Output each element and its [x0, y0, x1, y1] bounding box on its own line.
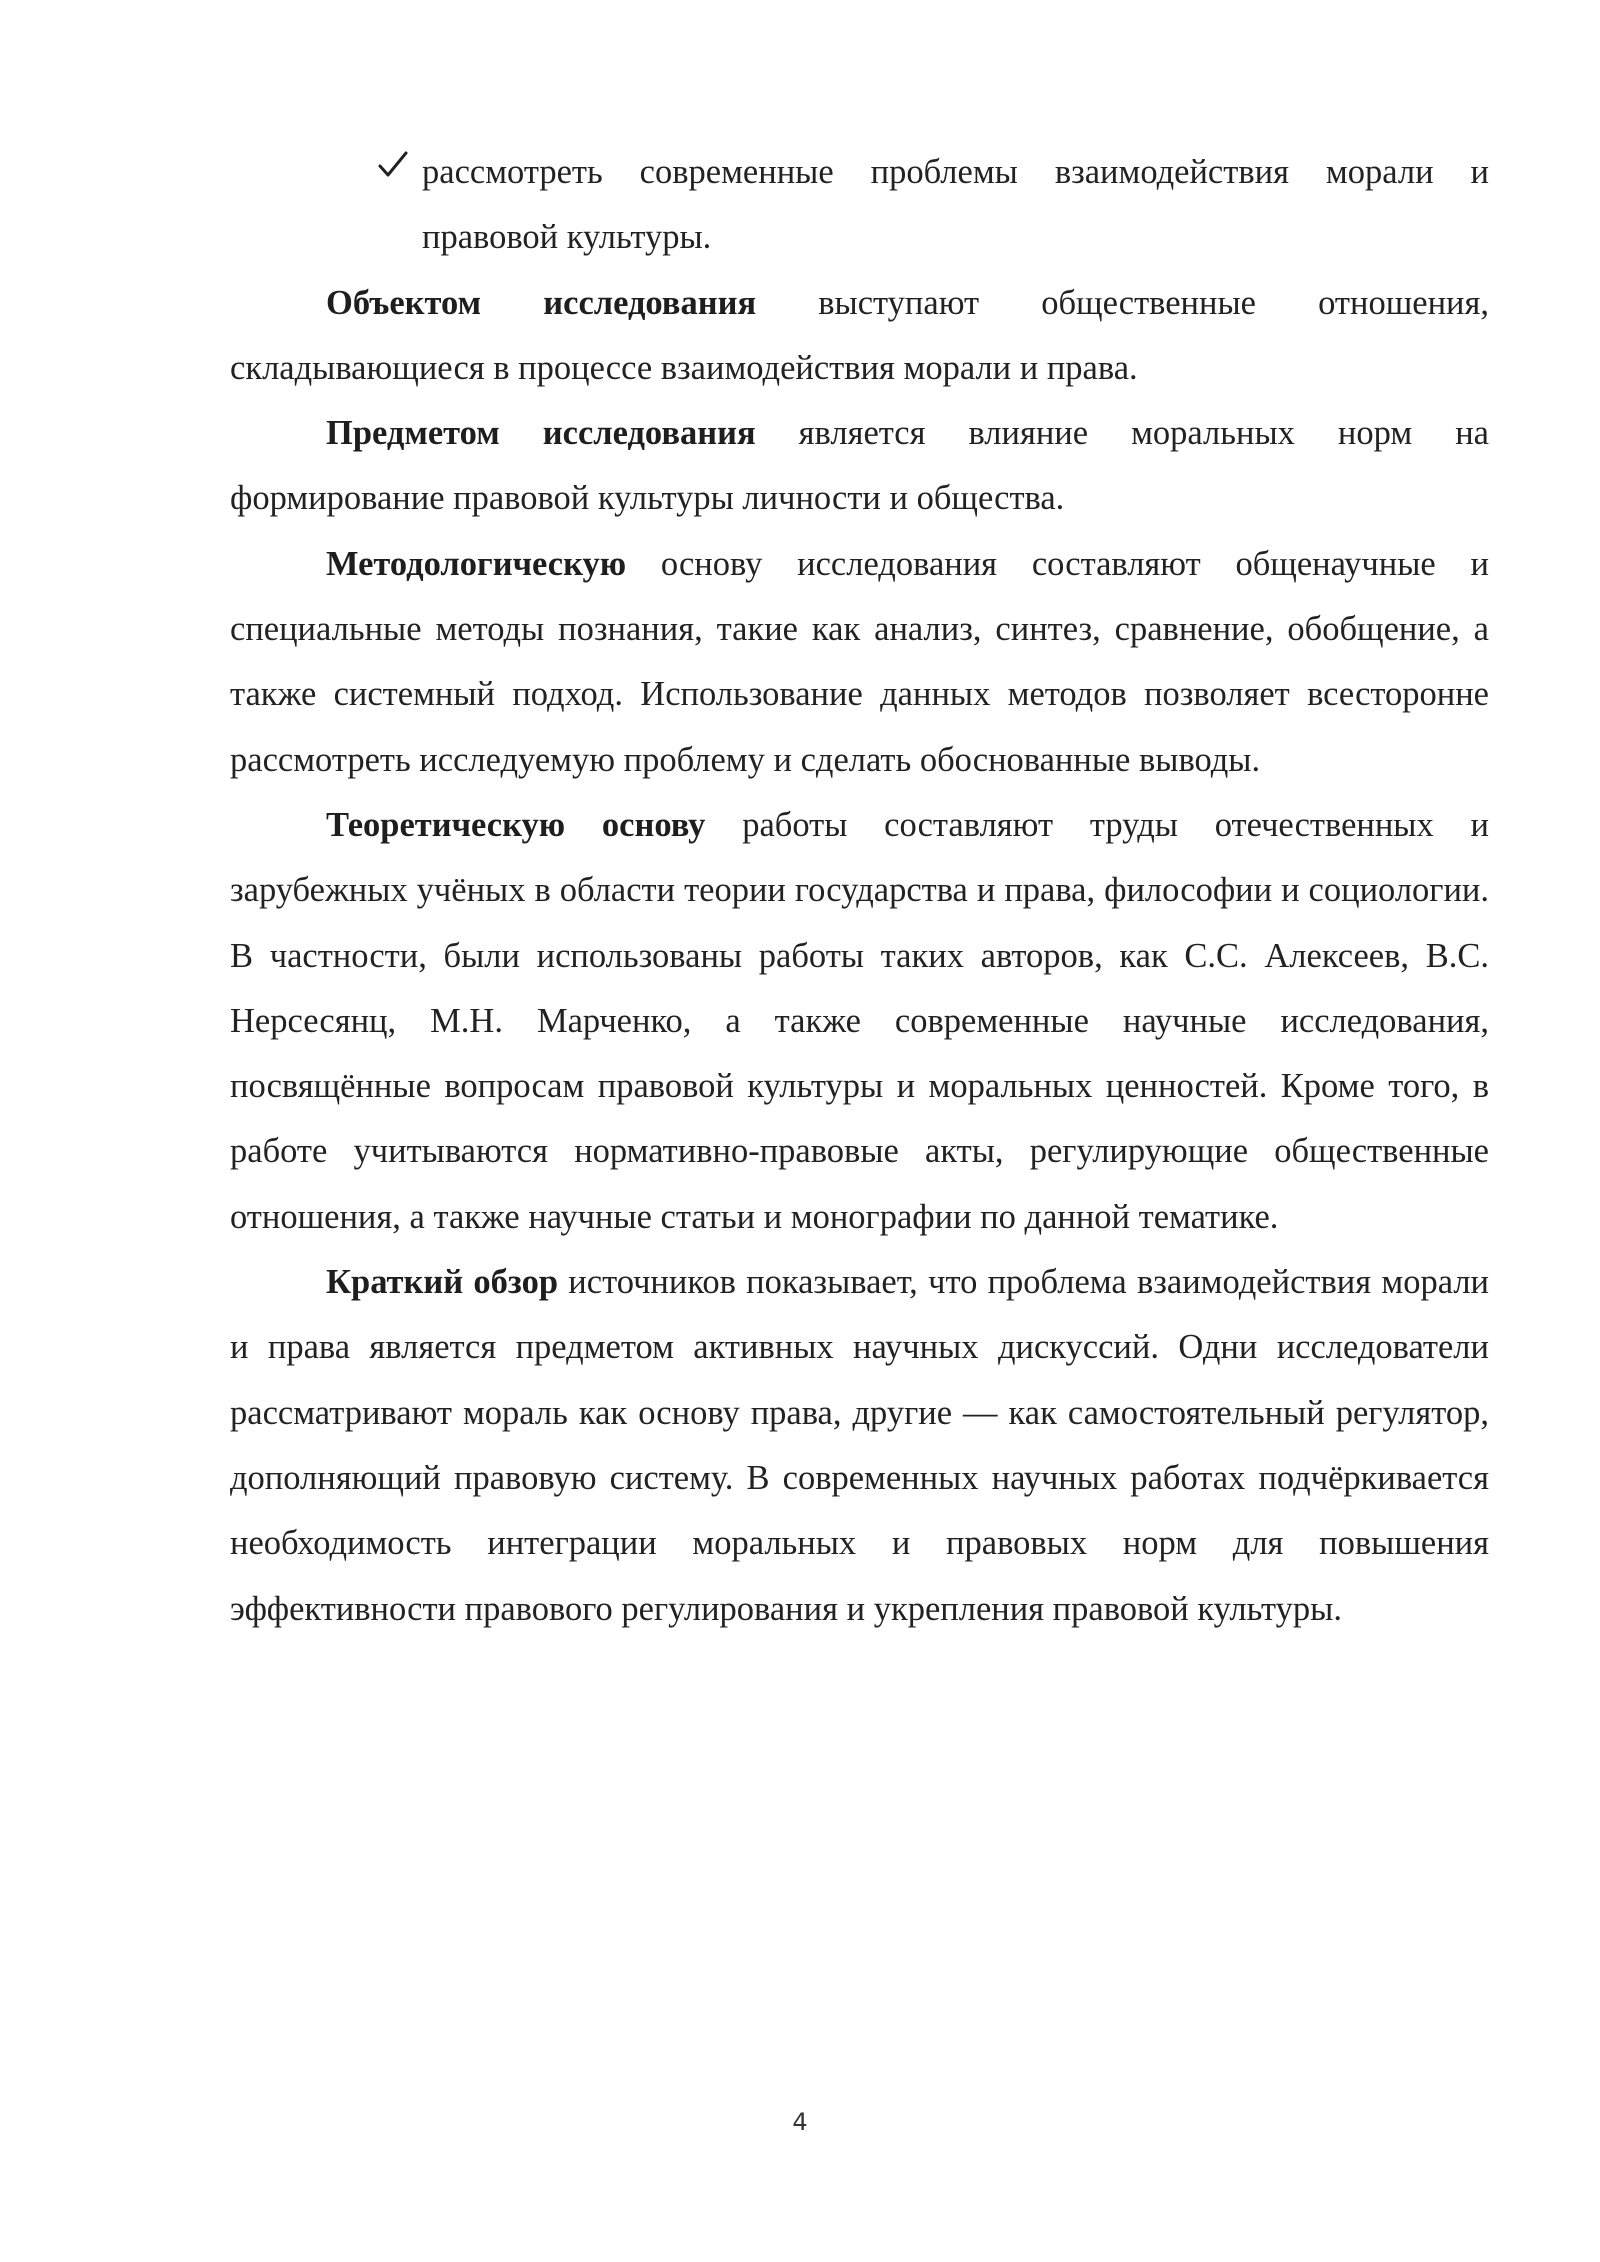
paragraph-text: источников показывает, что проблема взаимодействия морали и права является предметом активных научных дискуссий. Одни исследователи рассматривают мораль как основу права, другие — как самостоятельный регулятор, дополняющий правовую систему. В современных научных работах подчёркивается необходимость интеграции моральных и правовых норм для повышения эффективности правового регулирования и укрепления правовой культуры.: [230, 1263, 1489, 1628]
paragraph-text: является влияние моральных норм на формирование правовой культуры личности и общества.: [230, 414, 1489, 518]
paragraph-lead: Методологическую: [326, 544, 627, 583]
paragraph-text: выступают общественные отношения, складывающиеся в процессе взаимодействия морали и права.: [230, 283, 1489, 387]
document-body: [230, 140, 1489, 1642]
check-icon: [376, 148, 410, 182]
paragraph-theory: [230, 793, 1489, 1250]
paragraph-object: [230, 271, 1489, 402]
paragraph-text: работы составляют труды отечественных и зарубежных учёных в области теории государства и права, философии и социологии. В частности, были использованы работы таких авторов, как С.С. Алексеев, В.С. Нерсесянц, М.Н. Марченко, а также современные научные исследования, посвящённые вопросам правовой культуры и моральных ценностей. Кроме того, в работе учитываются нормативно-правовые акты, регулирующие общественные отношения, а также научные статьи и монографии по данной тематике.: [230, 805, 1489, 1236]
paragraph-review: [230, 1250, 1489, 1642]
checklist-item-text: рассмотреть современные проблемы взаимодействия морали и правовой культуры.: [422, 153, 1489, 257]
paragraph-lead: Объектом исследования: [326, 283, 757, 322]
paragraph-lead: Краткий обзор: [326, 1263, 559, 1302]
checklist-item: [230, 140, 1489, 271]
paragraph-lead: Теоретическую основу: [326, 805, 706, 844]
paragraph-lead: Предметом исследования: [326, 414, 756, 453]
paragraph-subject: [230, 401, 1489, 532]
paragraph-text: основу исследования составляют общенаучные и специальные методы познания, такие как анализ, синтез, сравнение, обобщение, а также системный подход. Использование данных методов позволяет всесторонне рассмотреть исследуемую проблему и сделать обоснованные выводы.: [230, 544, 1489, 779]
page-number: 4: [792, 2108, 808, 2136]
paragraph-methodology: [230, 532, 1489, 793]
